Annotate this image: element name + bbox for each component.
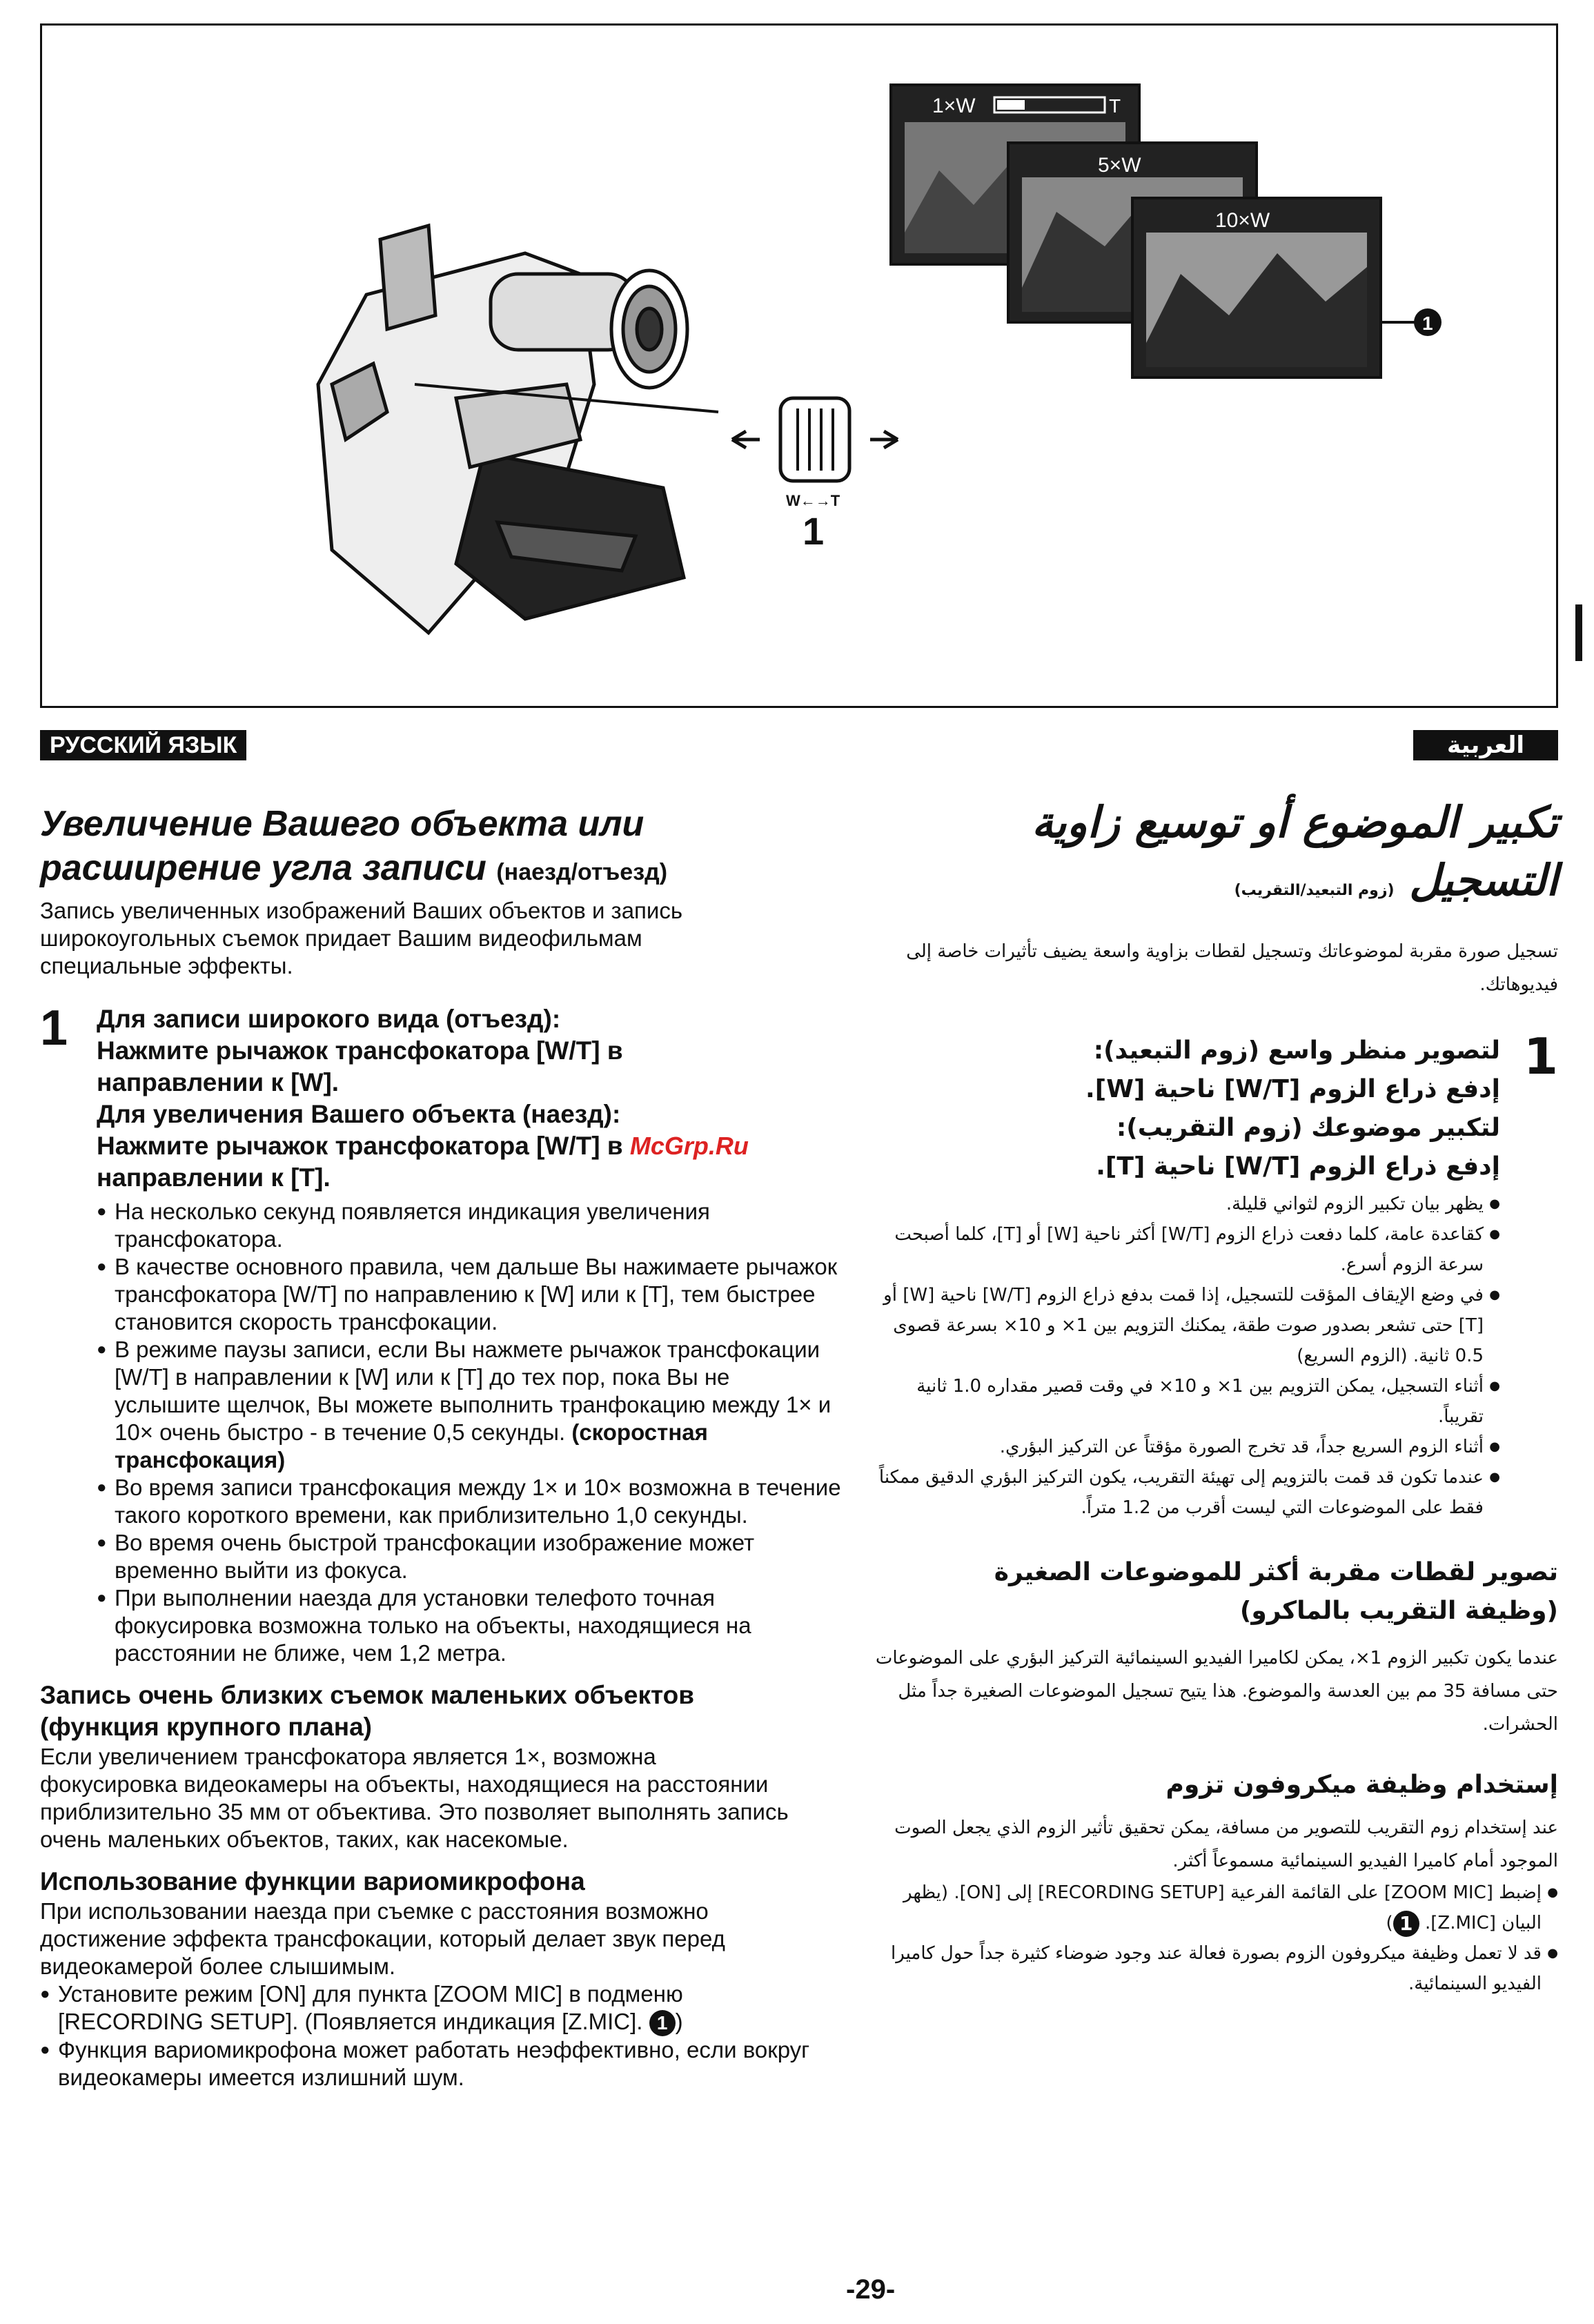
zoom-label-10x: 10×W (1215, 209, 1270, 232)
edge-marker (1575, 604, 1582, 661)
bullet-bold-note: (скоростная трансфокация) (115, 1419, 708, 1473)
russian-step1-instructions (97, 1003, 840, 1667)
list-item: ● قد لا تعمل وظيفة ميكروفون الزوم بصورة فعالة عند وجود ضوضاء كثيرة جداً حول كاميرا الفيديو السينمائية. (868, 1938, 1558, 1999)
list-item (40, 1980, 820, 2036)
list-item: ● يظهر بيان تكبير الزوم لثواني قليلة. (868, 1189, 1500, 1219)
list-item: ● أثناء الزوم السريع جداً، قد تخرج الصورة مؤقتاً عن التركيز البؤري. (868, 1432, 1500, 1462)
russian-language-tab: РУССКИЙ ЯЗЫК (40, 730, 246, 760)
arabic-step1-line4: إدفع ذراع الزوم [W/T] ناحية [T]. (1096, 1152, 1500, 1181)
russian-macro-section (40, 1680, 840, 1853)
lever-label: W←→T (786, 492, 840, 509)
list-item: ● أثناء التسجيل، يمكن التزويم بين 1× و 10× في وقت قصير مقداره 1.0 ثانية تقريباً. (868, 1371, 1500, 1432)
russian-title (40, 802, 840, 894)
list-item: ● На несколько секунд появляется индикация увеличения трансфокатора. (97, 1198, 842, 1253)
arabic-title (868, 794, 1558, 920)
russian-macro-text: Если увеличением трансфокатора является 1×, возможна фокусировка видеокамеры на объекты, находящиеся на расстоянии приблизительно 35 мм от объектива. Это позволяет выполнять запись очень маленьких объектов, таких, как насекомые. (40, 1744, 789, 1852)
arabic-step1-line1: لتصوير منظر واسع (زوم التبعيد): (1093, 1036, 1500, 1065)
list-item: ● Во время очень быстрой трансфокации изображение может временно выйти из фокуса. (97, 1529, 842, 1584)
russian-mic-section (40, 1866, 840, 2091)
zoom-bar-t: T (1109, 95, 1121, 117)
page-number: -29- (846, 2274, 896, 2305)
bullet-text-end: ) (675, 2009, 683, 2034)
russian-step1-line2: Нажмите рычажок трансфокатора [W/T] в (97, 1036, 623, 1065)
russian-mic-bullets (40, 1980, 820, 2091)
arabic-step1-number: 1 (1523, 1027, 1558, 1085)
list-item: ● كقاعدة عامة، كلما دفعت ذراع الزوم [W/T] أكثر ناحية [W] أو [T]، كلما أصبحت سرعة الزوم أسرع. (868, 1219, 1500, 1280)
arabic-intro: تسجيل صورة مقربة لموضوعاتك وتسجيل لقطات بزاوية واسعة يضيف تأثيرات خاصة إلى فيديوهاتك. (906, 941, 1558, 995)
arabic-section (868, 794, 1558, 1999)
zoom-lever (732, 398, 898, 553)
arabic-title-line1: تكبير الموضوع أو توسيع زاوية (1032, 797, 1558, 847)
bullet-text: В режиме паузы записи, если Вы нажмете рычажок трансфокации [W/T] в направлении к [W] или к [T] до тех пор, пока Вы не услышите щелчок, Вы можете выполнить транфокацию между 1× и 10× очень быстро - в течение 0,5 секунды. (115, 1337, 832, 1445)
russian-step1-line5: Нажмите рычажок трансфокатора [W/T] в (97, 1132, 623, 1160)
list-item: ● Функция вариомикрофона может работать неэффективно, если вокруг видеокамеры имеется излишний шум. (40, 2036, 820, 2091)
arabic-step1 (868, 1027, 1558, 1523)
russian-intro: Запись увеличенных изображений Ваших объектов и запись широкоугольных съемок придает Вашим видеофильмам специальные эффекты. (40, 898, 683, 978)
bullet-text: Установите режим [ON] для пункта [ZOOM MIC] в подменю [RECORDING SETUP]. (Появляется индикация [Z.MIC]. (58, 1981, 683, 2034)
list-item: ● عندما تكون قد قمت بالتزويم إلى تهيئة التقريب، يكون التركيز البؤري الدقيق ممكناً فقط على الموضوعات التي ليست أقرب من 1.2 متراً. (868, 1462, 1500, 1523)
arabic-title-note: (زوم التبعيد/التقريب) (1234, 882, 1395, 899)
russian-step1-number: 1 (40, 1001, 68, 1056)
arabic-macro-title-line1: تصوير لقطات مقربة أكثر للموضوعات الصغيرة (994, 1558, 1558, 1586)
zoom-screen-10 (1132, 198, 1381, 377)
arabic-mic-bullets (868, 1878, 1558, 1999)
russian-section (40, 802, 840, 2091)
russian-mic-text: При использовании наезда при съемке с расстояния возможно достижение эффекта трансфокации, который делает звук перед видеокамерой более слышимым. (40, 1898, 725, 1979)
russian-step1-line1: Для записи широкого вида (отъезд): (97, 1005, 561, 1033)
arabic-step1-line3: لتكبير موضوعك (زوم التقريب): (1116, 1114, 1500, 1142)
list-item: ● Во время записи трансфокация между 1× и 10× возможна в течение такого короткого времени, как приблизительно 1,0 секунды. (97, 1474, 842, 1529)
russian-step1-line6: направлении к [T]. (97, 1163, 331, 1192)
russian-step1-bullets (97, 1198, 842, 1667)
arabic-mic-title: إستخدام وظيفة ميكروفون تزوم (1165, 1771, 1558, 1799)
russian-macro-title-line2: (функция крупного плана) (40, 1713, 372, 1741)
russian-step1 (40, 1003, 840, 1667)
arabic-language-tab: العربية (1413, 730, 1558, 760)
arabic-step1-instructions (868, 1032, 1500, 1523)
list-item: ● В качестве основного правила, чем дальше Вы нажимаете рычажок трансфокатора [W/T] по направлению к [W] или к [T], тем быстрее становится скорость трансфокации. (97, 1253, 842, 1336)
russian-title-note: (наезд/отъезд) (496, 859, 668, 885)
russian-mic-title: Использование функции вариомикрофона (40, 1867, 585, 1895)
list-item (868, 1878, 1558, 1938)
camcorder-drawing (318, 226, 718, 633)
camcorder-illustration (42, 26, 1556, 706)
watermark: McGrp.Ru (629, 1132, 749, 1160)
arabic-macro-section (868, 1553, 1558, 1741)
russian-step1-line3: направлении к [W]. (97, 1068, 340, 1096)
arabic-mic-text: عند إستخدام زوم التقريب للتصوير من مسافة، يمكن تحقيق تأثير الزوم الذي يجعل الصوت الموجود أمام كاميرا الفيديو السينمائية مسموعاً أكثر. (894, 1818, 1558, 1871)
callout-1-icon: 1 (1393, 1911, 1419, 1937)
zoom-label-1x: 1×W (932, 95, 976, 117)
russian-title-line2: расширение угла записи (40, 848, 486, 888)
arrow-left-icon (732, 431, 760, 448)
arabic-macro-text: عندما يكون تكبير الزوم 1×، يمكن لكاميرا الفيديو السينمائية التركيز البؤري على الموضوعات حتى مسافة 35 مم بين العدسة والموضوع. هذا يتيح تسجيل الموضوعات الصغيرة جداً مثل الحشرات. (875, 1648, 1558, 1735)
arabic-step1-bullets (868, 1189, 1500, 1523)
bullet-text-end: ) (1386, 1913, 1393, 1933)
arrow-right-icon (870, 431, 898, 448)
russian-title-line1: Увеличение Вашего объекта или (40, 804, 645, 844)
callout-1-icon: 1 (649, 2010, 676, 2036)
list-item: ● При выполнении наезда для установки телефото точная фокусировка возможна только на объекты, находящиеся на расстоянии не ближе, чем 1,2 метра. (97, 1584, 842, 1667)
arabic-mic-section (868, 1766, 1558, 1999)
russian-macro-title-line1: Запись очень близких съемок маленьких объектов (40, 1681, 694, 1709)
arabic-title-line2: التسجيل (1409, 855, 1558, 905)
arabic-step1-line2: إدفع ذراع الزوم [W/T] ناحية [W]. (1085, 1075, 1500, 1103)
callout-1-label: 1 (1422, 313, 1433, 334)
russian-step1-line4: Для увеличения Вашего объекта (наезд): (97, 1100, 621, 1128)
list-item (97, 1336, 842, 1474)
bullet-text: إضبط [ZOOM MIC] على القائمة الفرعية [RECORDING SETUP] إلى [ON]. (يظهر البيان [Z.MIC]. (903, 1882, 1542, 1933)
arabic-macro-title-line2: (وظيفة التقريب بالماكرو) (1239, 1597, 1558, 1625)
zoom-label-5x: 5×W (1098, 154, 1141, 177)
illustration-frame (40, 23, 1558, 708)
list-item: ● في وضع الإيقاف المؤقت للتسجيل، إذا قمت بدفع ذراع الزوم [W/T] ناحية [W] أو [T] حتى تشعر بصدور صوت طقة، يمكنك التزويم بين 1× و 10× بسرعة قصوى 0.5 ثانية. (الزوم السريع) (868, 1280, 1500, 1371)
lever-step-number: 1 (803, 509, 825, 553)
